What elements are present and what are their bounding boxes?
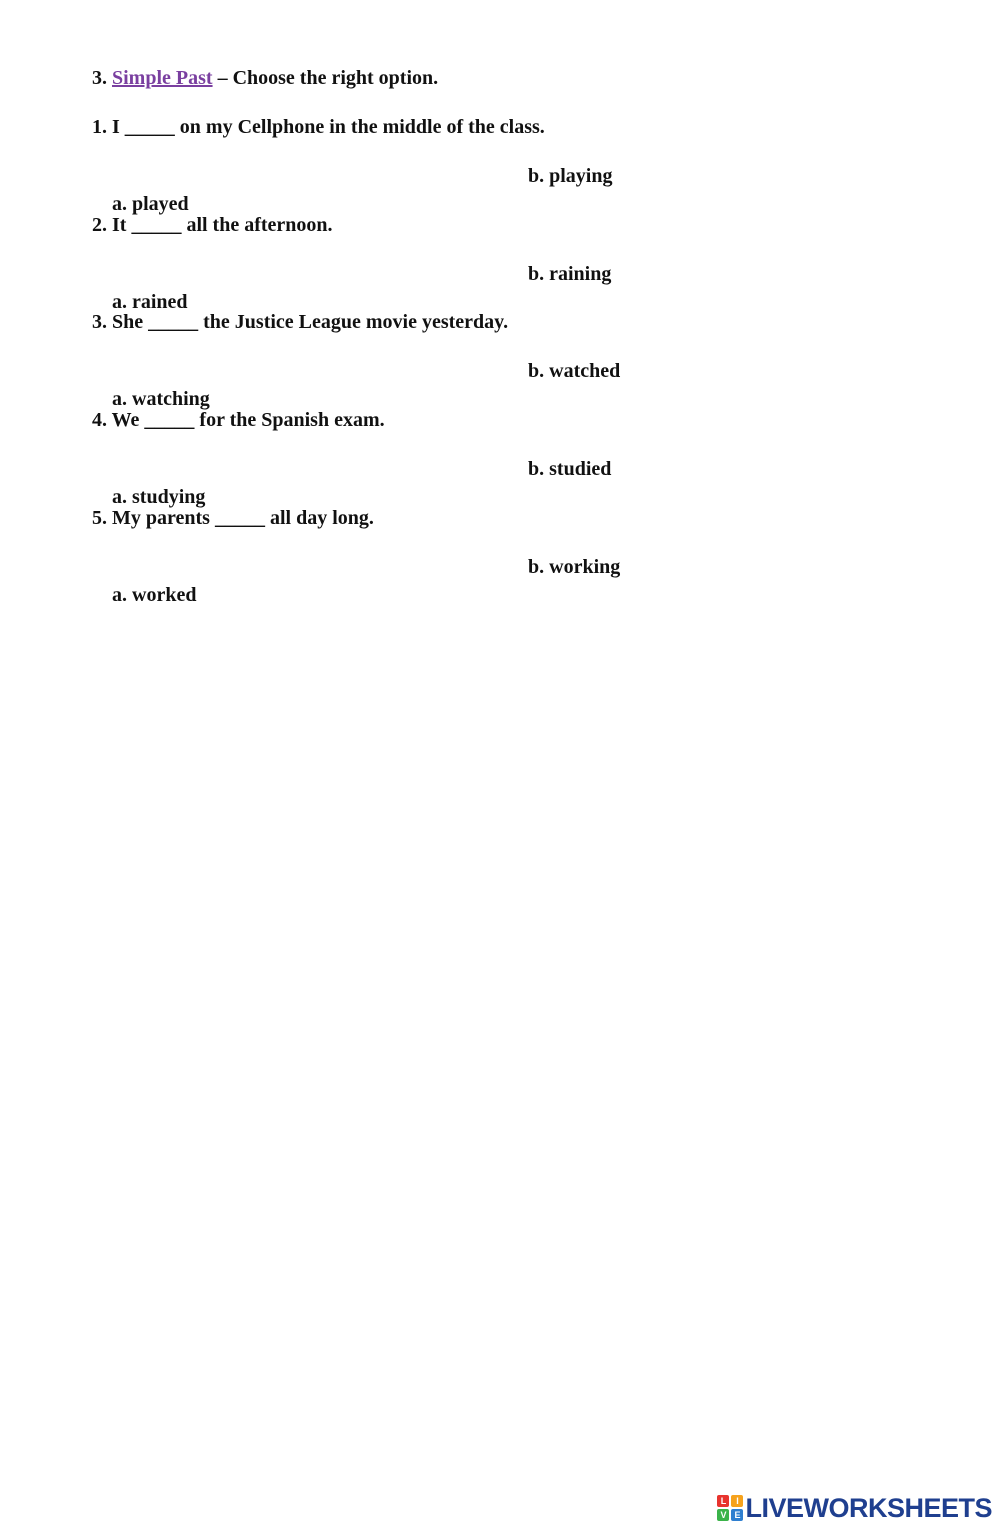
question-2-option-a[interactable]: a. rained (112, 290, 188, 313)
exercise-heading (92, 64, 912, 92)
logo-letter-l: L (717, 1495, 729, 1507)
question-3-option-b[interactable]: b. watched (528, 360, 621, 383)
simple-past-link[interactable]: Simple Past (112, 67, 213, 89)
liveworksheets-wordmark: LIVEWORKSHEETS (745, 1492, 992, 1523)
question-3: 3. She _____ the Justice League movie yesterday. (92, 311, 509, 334)
logo-letter-v: V (717, 1509, 729, 1521)
question-4-option-b[interactable]: b. studied (528, 458, 612, 481)
liveworksheets-logo-icon (717, 1495, 743, 1521)
question-5-option-b[interactable]: b. working (528, 555, 621, 578)
question-4-option-a[interactable]: a. studying (112, 486, 206, 509)
question-1-option-a[interactable]: a. played (112, 192, 189, 215)
heading-number: 3. (92, 67, 112, 89)
question-4: 4. We _____ for the Spanish exam. (92, 409, 385, 432)
logo-letter-i: I (731, 1495, 743, 1507)
question-1-option-b[interactable]: b. playing (528, 164, 613, 187)
worksheet (92, 64, 912, 606)
question-2: 2. It _____ all the afternoon. (92, 213, 333, 236)
question-3-option-a[interactable]: a. watching (112, 388, 210, 411)
liveworksheets-brand[interactable] (717, 1493, 992, 1523)
question-5-options (92, 553, 912, 606)
question-1-options (92, 162, 912, 215)
question-5-option-a[interactable]: a. worked (112, 583, 197, 606)
question-5: 5. My parents _____ all day long. (92, 507, 374, 530)
question-3-options (92, 357, 912, 411)
question-4-options (92, 455, 912, 509)
logo-letter-e: E (731, 1509, 743, 1521)
question-2-option-b[interactable]: b. raining (528, 262, 612, 285)
question-1: 1. I _____ on my Cellphone in the middle of the class. (92, 115, 545, 138)
question-2-options (92, 260, 912, 313)
heading-instruction: – Choose the right option. (212, 67, 439, 89)
